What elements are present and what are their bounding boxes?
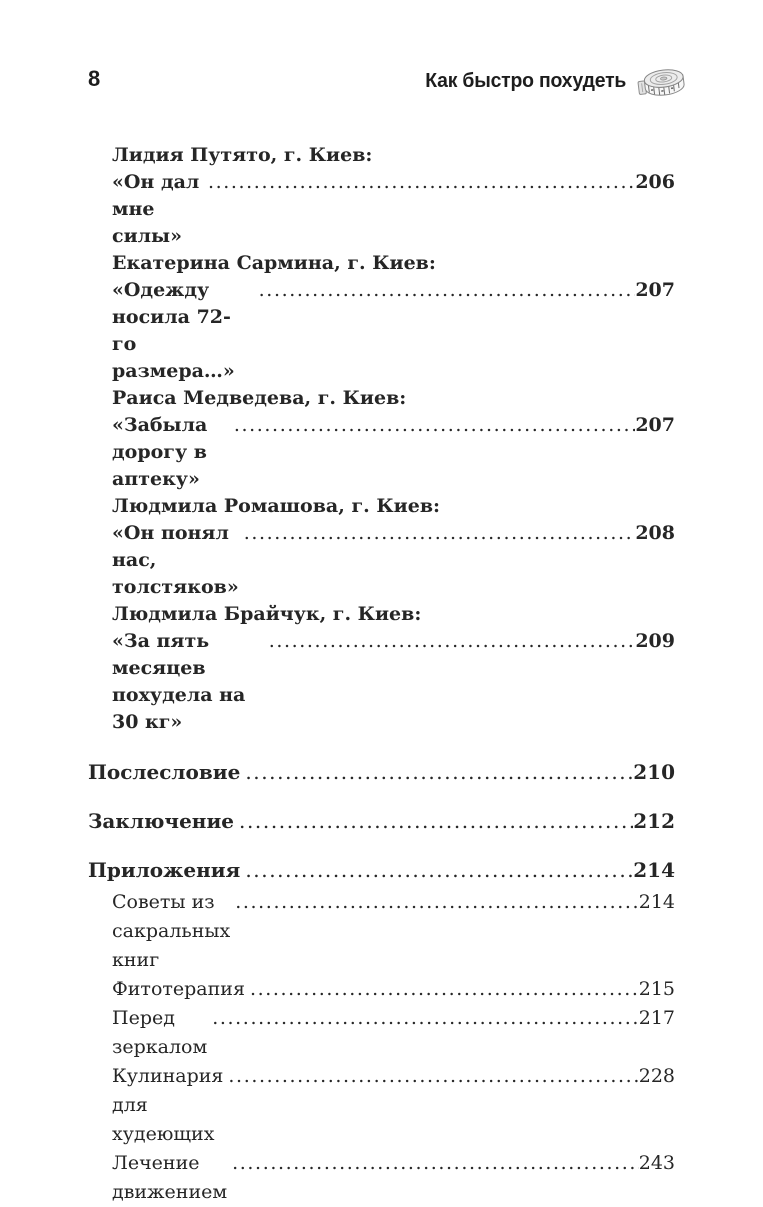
toc-section-title: Послесловие	[88, 760, 241, 784]
toc-entry-line	[112, 412, 675, 493]
dot-leader	[244, 520, 636, 547]
toc-entry-quote: «Забыла дорогу в аптеку»	[112, 414, 208, 490]
toc-section	[88, 856, 675, 1207]
toc-entry-name: Раиса Медведева, г. Киев:	[112, 387, 407, 409]
toc-section-children	[112, 888, 675, 1207]
toc-subentry	[112, 1149, 675, 1207]
toc-entry-line	[112, 169, 675, 250]
toc-subentry-page: 214	[638, 891, 675, 913]
toc-subentry-title: Перед зеркалом	[112, 1007, 208, 1058]
toc-section-line	[88, 807, 675, 835]
toc-subentry-title: Кулинария для худеющих	[112, 1065, 224, 1145]
toc-subentry	[112, 975, 675, 1004]
toc-entry-quote: «Он дал мне силы»	[112, 171, 200, 247]
dot-leader	[212, 1004, 638, 1033]
toc-entry-name: Екатерина Сармина, г. Киев:	[112, 252, 436, 274]
toc-section-line	[88, 758, 675, 786]
toc-entry-line	[112, 628, 675, 736]
toc-subentry-title: Фитотерапия	[112, 978, 245, 1000]
toc-subentry-page: 215	[638, 978, 675, 1000]
toc-section-page: 212	[633, 809, 675, 833]
toc-entry-page: 207	[635, 279, 675, 301]
toc-entry	[112, 250, 675, 385]
toc-entry-page: 207	[635, 414, 675, 436]
toc-subentry-title: Лечение движением	[112, 1152, 228, 1203]
toc-entry	[112, 385, 675, 493]
toc-entry-name: Людмила Брайчук, г. Киев:	[112, 603, 422, 625]
toc-subentry	[112, 888, 675, 975]
toc-subentry	[112, 1062, 675, 1149]
toc-section-title: Приложения	[88, 858, 241, 882]
dot-leader	[259, 277, 636, 304]
toc-sections	[88, 758, 675, 1207]
running-title: Как быстро похудеть	[425, 70, 626, 92]
dot-leader	[269, 628, 636, 655]
dot-leader	[208, 169, 635, 196]
toc-section	[88, 758, 675, 786]
toc-subentry-page: 243	[638, 1152, 675, 1174]
dot-leader	[235, 888, 638, 917]
page-number: 8	[88, 66, 101, 91]
dot-leader	[250, 975, 639, 1004]
toc-entry-line	[112, 277, 675, 385]
toc-subentry-page: 217	[638, 1007, 675, 1029]
toc-section-page: 214	[633, 858, 675, 882]
running-title-group	[419, 64, 685, 98]
dot-leader	[234, 412, 635, 439]
toc-entry-quote: «За пять месяцев похудела на 30 кг»	[112, 630, 246, 733]
toc-section-page: 210	[633, 760, 675, 784]
toc-entry-name: Лидия Путято, г. Киев:	[112, 144, 373, 166]
measuring-tape-icon	[635, 64, 685, 98]
toc-subentry-title: Советы из сакральных книг	[112, 891, 231, 971]
dot-leader	[245, 856, 633, 884]
table-of-contents	[0, 98, 763, 1207]
toc-entry	[112, 601, 675, 736]
toc-subentry	[112, 1004, 675, 1062]
toc-entry	[112, 142, 675, 250]
page-header	[0, 0, 763, 98]
toc-entry-page: 208	[635, 522, 675, 544]
toc-entry-page: 209	[635, 630, 675, 652]
dot-leader	[245, 758, 633, 786]
toc-subentry-page: 228	[638, 1065, 675, 1087]
toc-entry-quote: «Он понял нас, толстяков»	[112, 522, 239, 598]
toc-entry-name: Людмила Ромашова, г. Киев:	[112, 495, 441, 517]
dot-leader	[232, 1149, 639, 1178]
testimonial-entries	[88, 142, 675, 736]
dot-leader	[239, 807, 633, 835]
toc-entry	[112, 493, 675, 601]
toc-section-line	[88, 856, 675, 884]
dot-leader	[228, 1062, 638, 1091]
toc-section	[88, 807, 675, 835]
toc-entry-line	[112, 520, 675, 601]
toc-entry-page: 206	[635, 171, 675, 193]
toc-section-title: Заключение	[88, 809, 234, 833]
toc-entry-quote: «Одежду носила 72-го размера…»	[112, 279, 235, 382]
